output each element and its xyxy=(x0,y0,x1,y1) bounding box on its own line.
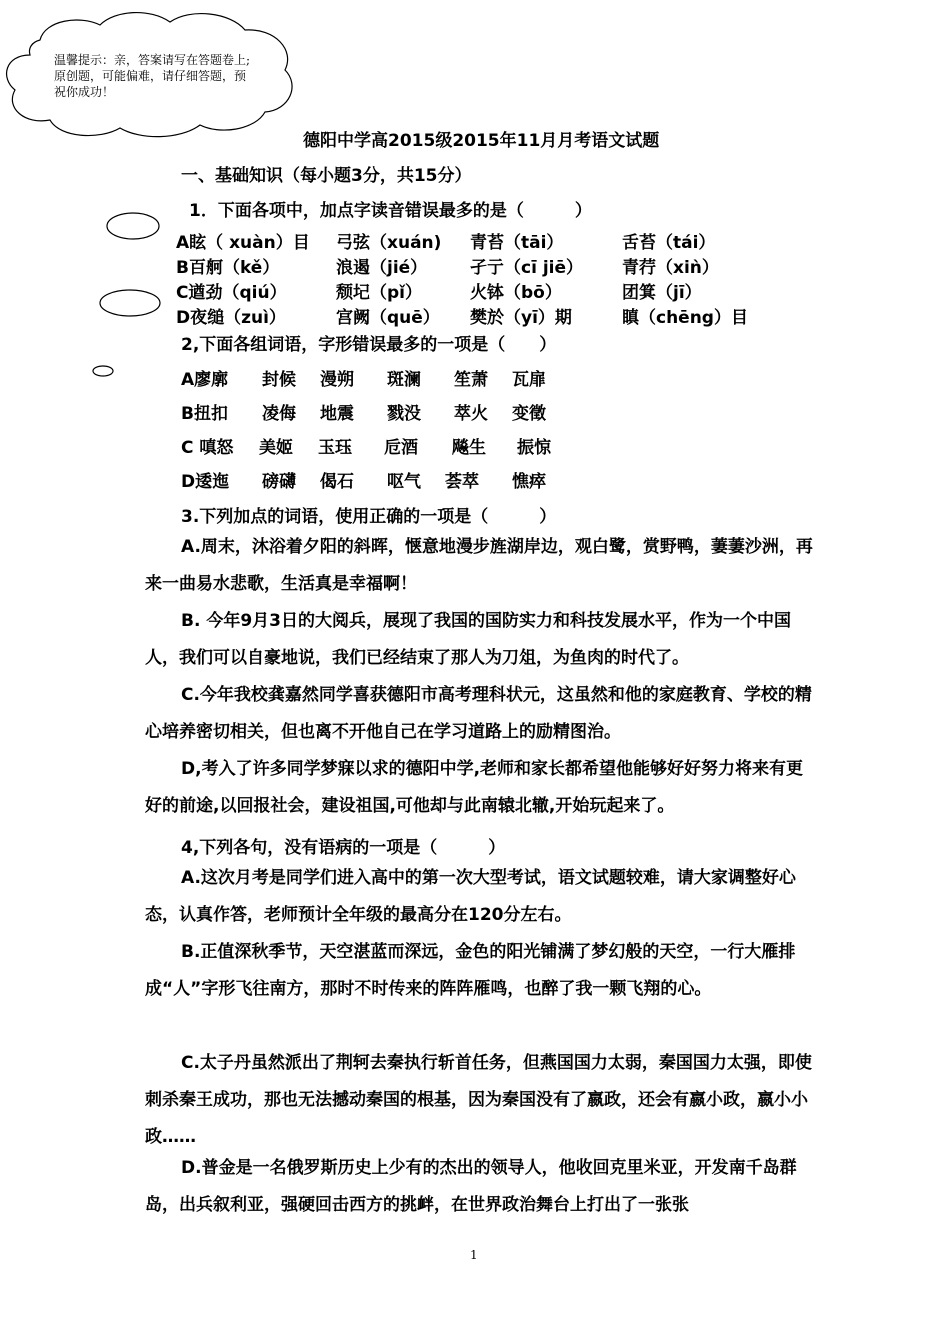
q1-row4-c3: 樊於（yī）期 xyxy=(470,308,572,328)
q1-row2-c4: 青荇（xiǹ） xyxy=(622,258,719,278)
q4-option-b: B.正值深秋季节，天空湛蓝而深远，金色的阳光铺满了梦幻般的天空，一行大雁排成“人”字形飞往南方，那时不时传来的阵阵雁鸣，也醉了我一颗飞翔的心。 xyxy=(145,942,796,999)
section-heading: 一、基础知识（每小题3分，共15分） xyxy=(181,166,472,186)
q4-option-a: A.这次月考是同学们进入高中的第一次大型考试，语文试题较难，请大家调整好心态，认真作答，老师预计全年级的最高分在120分左右。 xyxy=(145,868,796,925)
q2-row1-c4: 斑澜 xyxy=(387,370,421,390)
q2-row3-c4: 卮酒 xyxy=(384,438,418,458)
exam-title: 德阳中学高2015级2015年11月月考语文试题 xyxy=(303,131,660,151)
q2-row1-c5: 笙萧 xyxy=(454,370,488,390)
q1-row3-c3: 火钵（bō） xyxy=(470,283,562,303)
q2-row1-c2: 封候 xyxy=(262,370,296,390)
q3-stem: 3.下列加点的词语，使用正确的一项是（ ） xyxy=(181,507,557,527)
q4-stem: 4,下列各句，没有语病的一项是（ ） xyxy=(181,838,506,858)
q4-option-c: C.太子丹虽然派出了荆轲去秦执行斩首任务，但燕国国力太弱，秦国国力太强，即使刺杀秦王成功，那也无法撼动秦国的根基，因为秦国没有了嬴政，还会有嬴小政，嬴小小政…… xyxy=(145,1053,812,1147)
page-number: 1 xyxy=(470,1248,478,1262)
q1-row1-c1: A眩（ xuàn）目 xyxy=(176,233,310,253)
q2-row4-c5: 荟萃 xyxy=(445,472,479,492)
q2-row4-c1: D逶迤 xyxy=(181,472,230,492)
q2-row3-c1: C 嗔怒 xyxy=(181,438,234,458)
q1-row1-c2: 弓弦（xuán) xyxy=(336,233,442,253)
q3-option-b: B. 今年9月3日的大阅兵，展现了我国的国防实力和科技发展水平，作为一个中国人，我们可以自豪地说，我们已经结束了那人为刀俎，为鱼肉的时代了。 xyxy=(145,611,791,668)
q1-row4-c1: D夜缒（zuì） xyxy=(176,308,286,328)
q2-row1-c3: 漫朔 xyxy=(320,370,354,390)
q1-row3-c2: 颓圮（pǐ） xyxy=(336,283,422,303)
q2-row2-c2: 凌侮 xyxy=(262,404,296,424)
q2-row2-c3: 地震 xyxy=(320,404,354,424)
q2-row4-c6: 憔瘁 xyxy=(512,472,546,492)
tip-text: 温馨提示：亲，答案请写在答题卷上;原创题，可能偏难，请仔细答题，预祝你成功！ xyxy=(54,53,251,99)
q2-row4-c3: 偈石 xyxy=(320,472,354,492)
q2-row2-c1: B扭扣 xyxy=(181,404,228,424)
q1-row3-c4: 团箕（jī） xyxy=(622,283,702,303)
q1-row2-c3: 孑亍（cī jiē） xyxy=(470,258,584,278)
q2-row3-c3: 玉珏 xyxy=(318,438,352,458)
q2-stem: 2,下面各组词语，字形错误最多的一项是（ ） xyxy=(181,335,557,355)
q1-row1-c3: 青苔（tāi） xyxy=(470,233,564,253)
q1-stem: 1．下面各项中，加点字读音错误最多的是（ ） xyxy=(189,201,592,221)
q1-row2-c2: 浪遏（jié） xyxy=(336,258,428,278)
q1-row2-c1: B百舸（kě） xyxy=(176,258,280,278)
q1-row3-c1: C遒劲（qiú） xyxy=(176,283,287,303)
q2-row1-c1: A廖廓 xyxy=(181,370,229,390)
q2-row3-c5: 飚生 xyxy=(452,438,486,458)
q1-row4-c4: 瞋（chēng）目 xyxy=(622,308,748,328)
q2-row4-c2: 磅礴 xyxy=(262,472,296,492)
q4-option-d: D.普金是一名俄罗斯历史上少有的杰出的领导人，他收回克里米亚，开发南千岛群岛，出兵叙利亚，强硬回击西方的挑衅，在世界政治舞台上打出了一张张 xyxy=(145,1158,797,1215)
q3-option-d: D,考入了许多同学梦寐以求的德阳中学,老师和家长都希望他能够好好努力将来有更好的前途,以回报社会，建设祖国,可他却与此南辕北辙,开始玩起来了。 xyxy=(145,759,804,816)
q3-option-c: C.今年我校龚嘉然同学喜获德阳市高考理科状元，这虽然和他的家庭教育、学校的精心培养密切相关，但也离不开他自己在学习道路上的励精图治。 xyxy=(145,685,812,742)
q2-row3-c2: 美姬 xyxy=(259,438,293,458)
q2-row2-c4: 戮没 xyxy=(387,404,421,424)
bubble-medium xyxy=(100,290,160,316)
q2-row2-c6: 变徵 xyxy=(512,404,546,424)
q2-row3-c6: 振惊 xyxy=(517,438,551,458)
q2-row1-c6: 瓦扉 xyxy=(512,370,546,390)
bubble-large xyxy=(107,213,159,239)
bubble-small xyxy=(93,366,113,376)
q1-row4-c2: 宫阙（quē） xyxy=(336,308,440,328)
q2-row2-c5: 萃火 xyxy=(454,404,488,424)
q2-row4-c4: 呕气 xyxy=(387,472,421,492)
q1-row1-c4: 舌苔（tái） xyxy=(622,233,716,253)
q3-option-a: A.周末，沐浴着夕阳的斜晖，惬意地漫步旌湖岸边，观白鹭，赏野鸭，萋萋沙洲，再来一曲易水悲歌，生活真是幸福啊！ xyxy=(145,537,813,594)
